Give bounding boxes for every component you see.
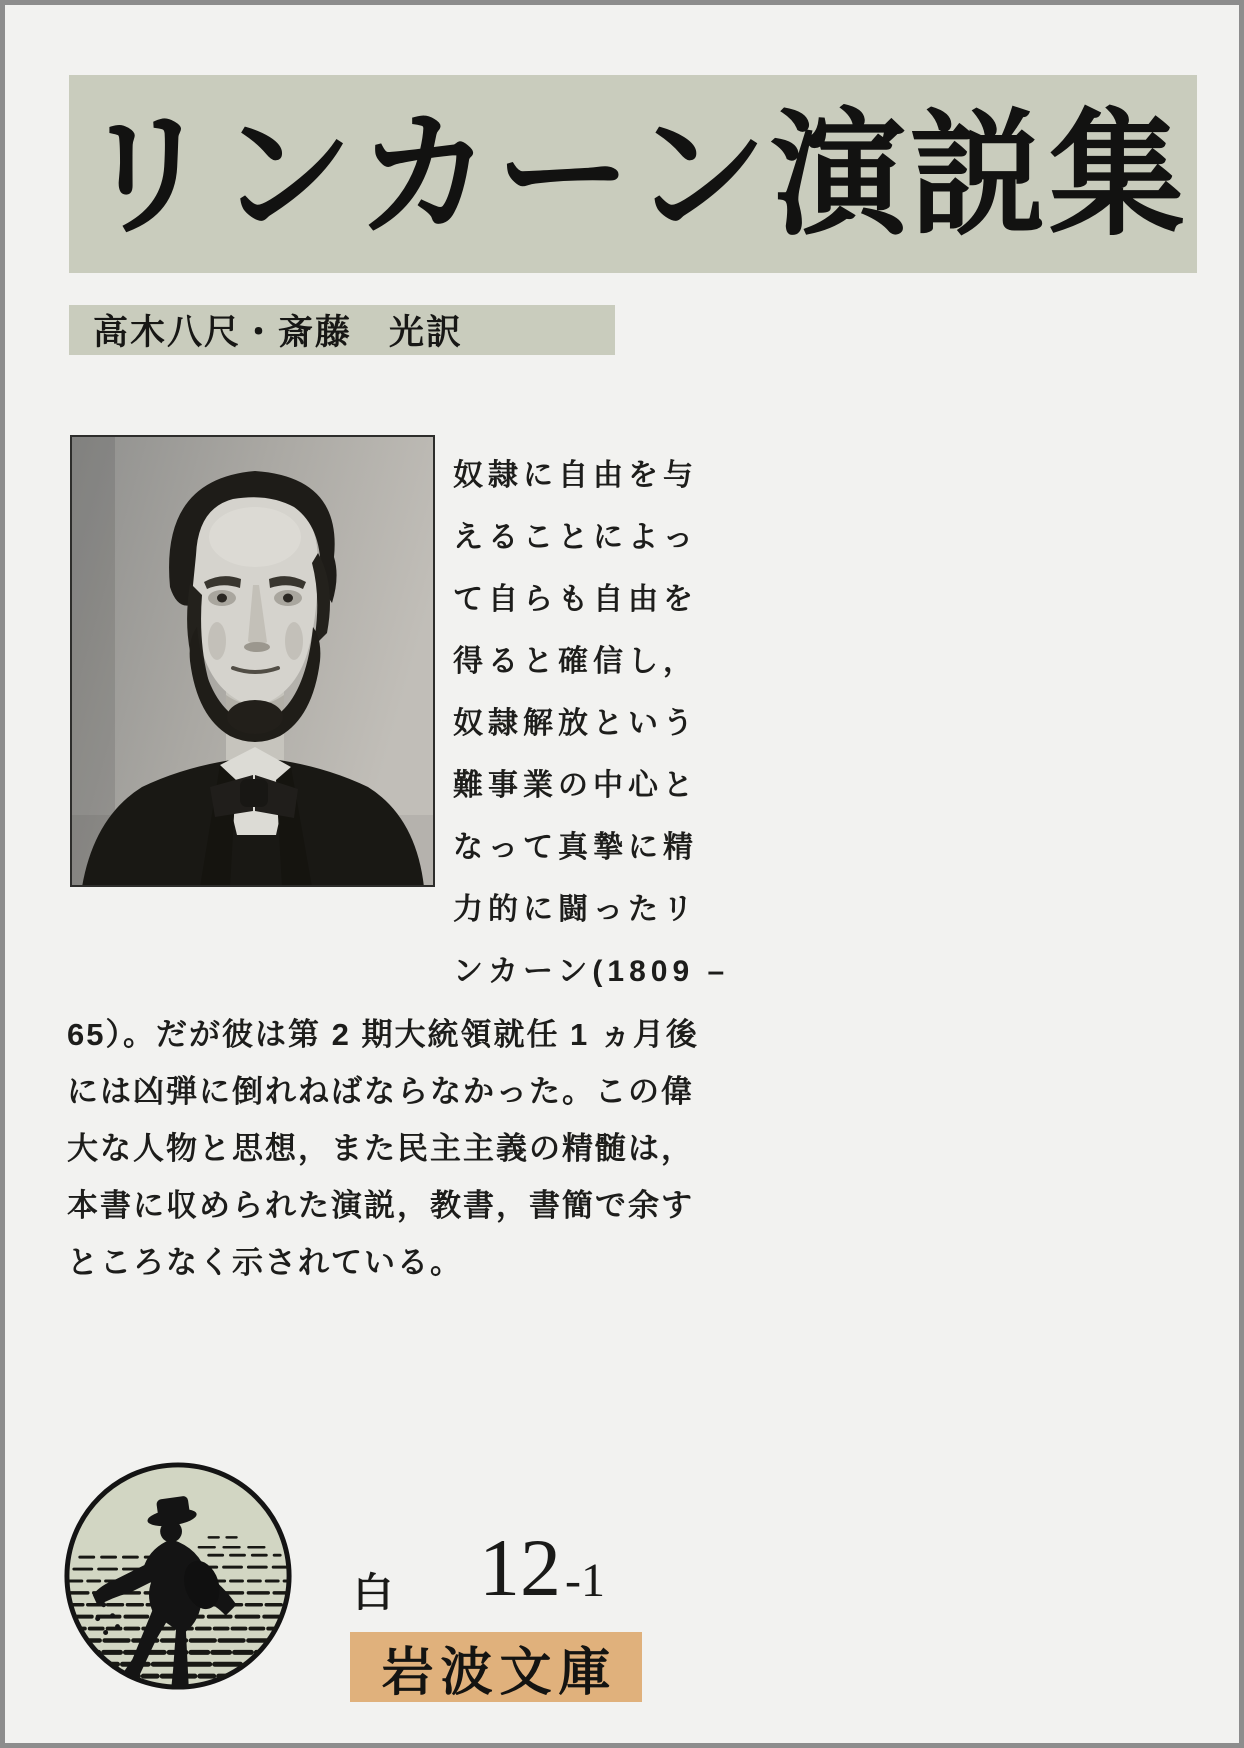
title-band <box>69 75 1197 273</box>
blurb-line: て自らも自由を <box>453 583 698 616</box>
book-title: リンカーン演説集 <box>78 102 1188 252</box>
blurb-line: 大な人物と思想，また民主主義の精髄は， <box>67 1131 694 1166</box>
blurb-line: 得ると確信し， <box>453 645 698 678</box>
blurb-line: 奴隷に自由を与 <box>453 459 698 492</box>
blurb-line: には凶弾に倒れねばならなかった。この偉 <box>67 1074 694 1109</box>
catalog-number-main: 12 <box>479 1522 561 1613</box>
blurb-line: ンカーン(1809 – <box>453 955 730 988</box>
series-category-label: 白 <box>353 1571 393 1615</box>
sower-emblem-icon <box>60 1453 298 1699</box>
blurb-line: なって真摯に精 <box>453 831 698 864</box>
sower-emblem-image <box>60 1453 298 1699</box>
blurb-line: 奴隷解放という <box>453 707 698 740</box>
blurb-line: 力的に闘ったリ <box>453 893 698 926</box>
imprint-name: 岩波文庫 <box>381 1644 618 1702</box>
blurb-column <box>453 441 730 999</box>
catalog-number-sub: -1 <box>565 1554 605 1607</box>
blurb-line: えることによっ <box>453 521 698 554</box>
lincoln-portrait-photo <box>70 435 435 887</box>
translator-band <box>69 305 615 355</box>
blurb-line: ところなく示されている。 <box>67 1245 463 1280</box>
blurb-line: 本書に収められた演説，教書，書簡で余す <box>67 1188 694 1223</box>
blurb-line: 難事業の中心と <box>453 769 698 802</box>
lincoln-portrait-image <box>70 435 435 887</box>
imprint-band <box>350 1632 642 1702</box>
blurb-line: 65）。だが彼は第 2 期大統領就任 1 ヵ月後 <box>67 1017 699 1052</box>
blurb-paragraph <box>67 1003 727 1288</box>
translators: 高木八尺・斎藤 光訳 <box>93 313 464 352</box>
catalog-number <box>479 1522 605 1613</box>
